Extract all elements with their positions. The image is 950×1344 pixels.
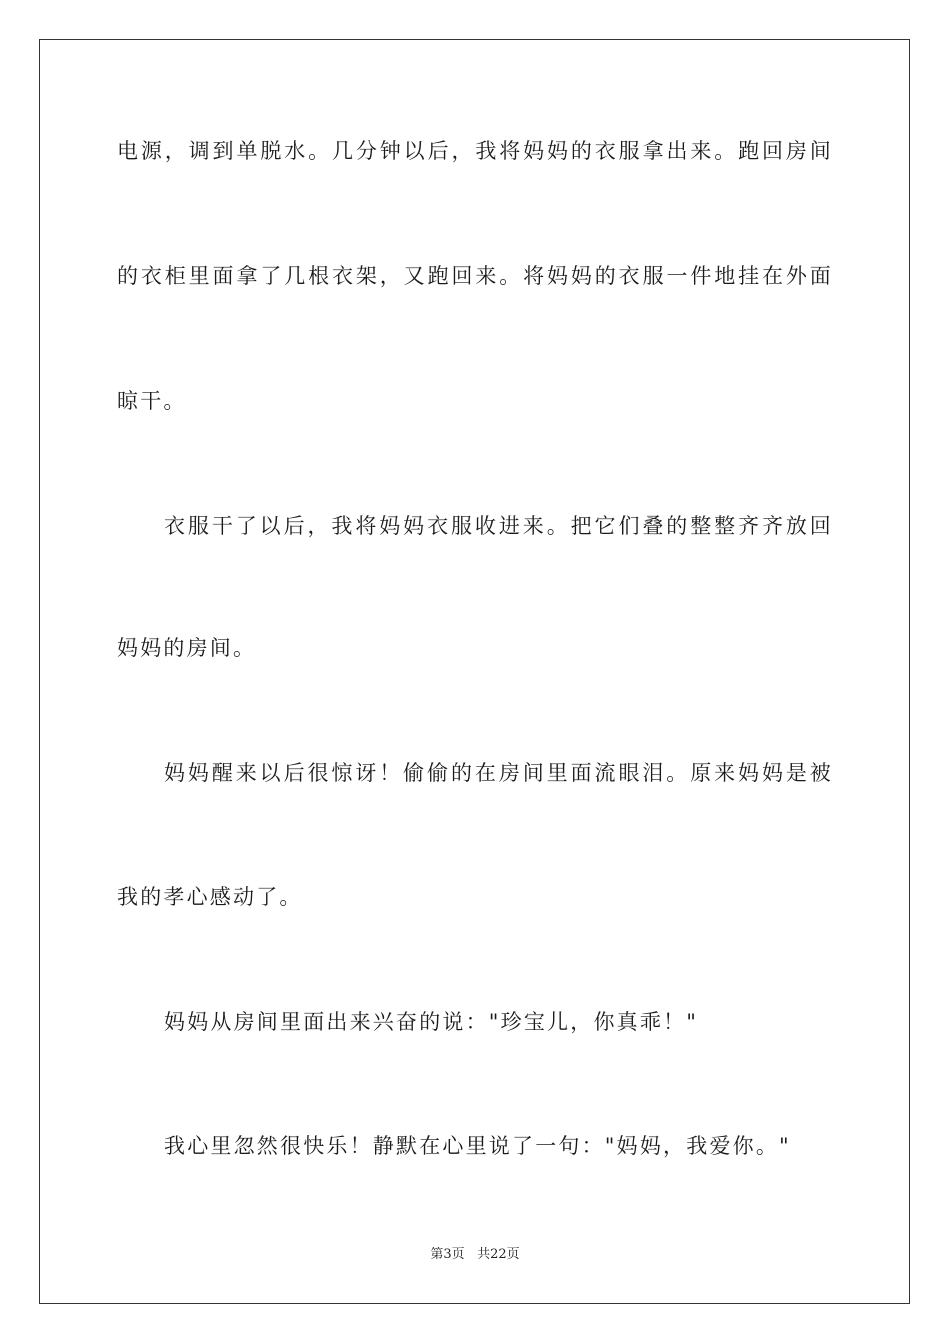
paragraph-line: 妈妈的房间。	[117, 636, 257, 660]
paragraph-line: 妈妈醒来以后很惊讶！偷偷的在房间里面流眼泪。原来妈妈是被	[164, 761, 833, 785]
paragraph-line: 妈妈从房间里面出来兴奋的说："珍宝儿，你真乖！"	[164, 1010, 699, 1034]
paragraph-line: 我心里忽然很快乐！静默在心里说了一句："妈妈，我爱你。"	[164, 1134, 791, 1158]
page-footer	[0, 1246, 950, 1264]
page-number: 第3页	[430, 1247, 465, 1262]
paragraph-line: 晾干。	[117, 389, 187, 413]
paragraph-line: 电源，调到单脱水。几分钟以后，我将妈妈的衣服拿出来。跑回房间	[117, 139, 833, 163]
paragraph-line: 我的孝心感动了。	[117, 885, 303, 909]
paragraph-line: 的衣柜里面拿了几根衣架，又跑回来。将妈妈的衣服一件地挂在外面	[117, 264, 833, 288]
paragraph-line: 衣服干了以后，我将妈妈衣服收进来。把它们叠的整整齐齐放回	[164, 514, 833, 538]
page-total: 共22页	[477, 1247, 520, 1262]
page-border	[39, 39, 910, 1304]
